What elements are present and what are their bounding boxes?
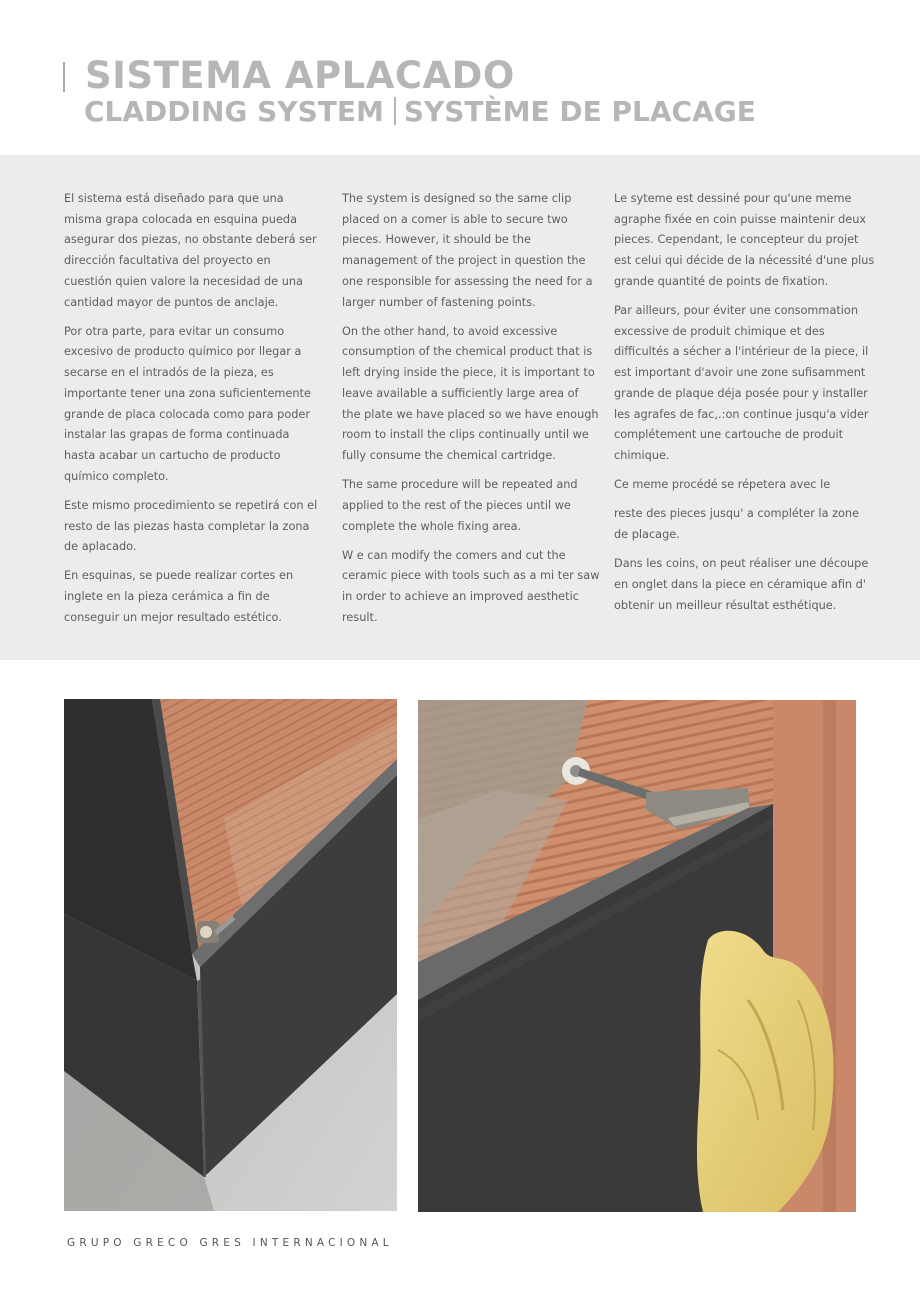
photo-slab-installation (418, 700, 856, 1212)
column-english (342, 189, 600, 637)
paragraph: Dans les coins, on peut réaliser une découpe en onglet dans la piece en céramique afin d' obtenir un meilleur résultat esthétique. (614, 557, 869, 612)
title-accent-bar (63, 62, 65, 92)
paragraph: W e can modify the comers and cut the ceramic piece with tools such as a mi ter saw in order to achieve an improved aesthetic result. (342, 548, 600, 624)
paragraph: Ce meme procédé se répetera avec le (614, 478, 831, 492)
installation-illustration (418, 700, 856, 1212)
column-french (614, 189, 876, 625)
paragraph: Por otra parte, para evitar un consumo excesivo de producto químico por llegar a secarse en el intradós de la pieza, es importante tener una zona suficientemente grande de placa colocada como para poder instalar las grapas de forma continuada hasta acabar un cartucho de producto químico completo. (64, 324, 311, 483)
photo-corner-cladding (64, 699, 397, 1211)
paragraph: Par ailleurs, pour éviter une consommation excessive de produit chimique et des difficultés a sécher a l'intérieur de la piece, il est important d'avoir une zone sufisamment grande de plaque déja posée pour y installer les agrafes de fac,.:on continue jusqu'a vider complétement une cartouche de produit chimique. (614, 304, 869, 462)
corner-illustration (64, 699, 397, 1211)
paragraph: The same procedure will be repeated and applied to the rest of the pieces until we complete the whole fixing area. (342, 478, 578, 533)
page-header (0, 0, 920, 155)
page-title: SISTEMA APLACADO (85, 54, 515, 97)
column-spanish (64, 189, 322, 637)
paragraph: En esquinas, se puede realizar cortes en inglete en la pieza cerámica a fin de conseguir un mejor resultado estético. (64, 569, 294, 624)
paragraph: Le syteme est dessiné pour qu'une meme agraphe fixée en coin puisse maintenir deux pieces. Cependant, le concepteur du projet est celui qui décide de la nécessité d'une plus grande quantité de points de fixation. (614, 192, 875, 288)
footer-company-name: GRUPO GRECO GRES INTERNACIONAL (67, 1237, 393, 1249)
paragraph: The system is designed so the same clip placed on a comer is able to secure two pieces. However, it should be the management of the project in question the one responsible for assessing the need for a larger number of fastening points. (342, 192, 593, 309)
paragraph: El sistema está diseñado para que una misma grapa colocada en esquina pueda asegurar dos piezas, no obstante deberá ser dirección facultativa del proyecto en cuestión quien valore la necesidad de una cantidad mayor de puntos de anclaje. (64, 192, 317, 309)
subtitle-fr: SYSTÈME DE PLACAGE (403, 95, 756, 128)
subtitle-en: CLADDING SYSTEM (84, 95, 384, 128)
paragraph: reste des pieces jusqu' a compléter la zone de placage. (614, 507, 860, 542)
paragraph: On the other hand, to avoid excessive consumption of the chemical product that is left drying inside the piece, it is important to leave available a sufficiently large area of the plate we have placed so we have enough room to install the clips continually until we fully consume the chemical cartridge. (342, 324, 599, 462)
paragraph: Este mismo procedimiento se repetirá con el resto de las piezas hasta completar la zona de aplacado. (64, 498, 318, 554)
page-subtitle (84, 95, 756, 128)
subtitle-separator (394, 97, 396, 125)
